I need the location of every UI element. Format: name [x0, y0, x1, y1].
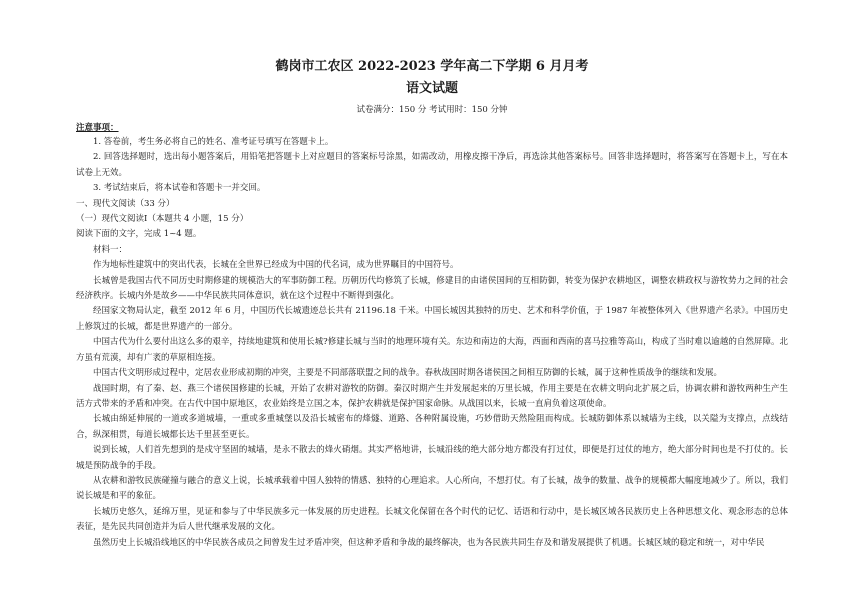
exam-title: 鹤岗市工农区 2022-2023 学年高二下学期 6 月月考: [275, 59, 589, 74]
notice-title: 注意事项：: [76, 123, 119, 133]
paragraph-1: 作为地标性建筑中的突出代表，长城在全世界已经成为中国的代名词，成为世界瞩目的中国符号。: [93, 260, 459, 271]
paragraph-8: 说到长城，人们首先想到的是戍守坚固的城墙，是永不散去的烽火硝烟。其实严格地讲，长城沿线的绝大部分地方都没有打过仗，即便是打过仗的地方，绝大部分时间也是不打仗的。长城是预防战争的手段。: [76, 445, 788, 471]
paragraph-11: 虽然历史上长城沿线地区的中华民族各成员之间曾发生过矛盾冲突，但这种矛盾和争战的最终解决，也为各民族共同生存及和谐发展提供了机遇。长城区域的稳定和统一，对中华民: [93, 537, 765, 548]
paragraph-7: 长城由绵延伸展的一道或多道城墙，一重或多重城堡以及沿长城密布的烽燧、道路、各种附属设施，巧妙借助天然险阻而构成。长城防御体系以城墙为主线，以关隘为支撑点，点线结合，纵深相贯，每道长城都长达千里甚至更长。: [76, 414, 788, 440]
notice-item-2: 2. 回答选择题时，选出每小题答案后，用铅笔把答题卡上对应题目的答案标号涂黑，如需改动，用橡皮擦干净后，再选涂其他答案标号。回答非选择题时，将答案写在答题卡上，写在本试卷上无效。: [76, 152, 788, 178]
exam-subtitle: 语文试题: [405, 81, 458, 96]
paragraph-10: 长城历史悠久，延绵万里，见证和参与了中华民族多元一体发展的历史进程。长城文化保留在各个时代的记忆、话语和行动中，是长城区域各民族历史上各种思想文化、观念形态的总体表征，是先民共同创造并为后人世代继承发展的文化。: [76, 506, 788, 533]
paragraph-5: 中国古代文明形成过程中，定居农业形成初期的冲突，主要是不同部落联盟之间的战争。春秋战国时期各诸侯国之间相互防御的长城，属于这种性质战争的继续和发展。: [93, 368, 723, 379]
section-sub-heading: （一）现代文阅读Ⅰ（本题共 4 小题，15 分）: [76, 214, 249, 225]
paragraph-2: 长城曾是我国古代不同历史时期修建的规模浩大的军事防御工程。历朝历代均修筑了长城，修建目的由诸侯国间的互相防御，转变为保护农耕地区，调整农耕政权与游牧势力之间的社会经济秩序。长城内外是故乡——中华民族共同体意识，就在这个过程中不断得到强化。: [76, 275, 788, 302]
exam-meta: 试卷满分：150 分 考试用时：150 分钟: [356, 105, 508, 115]
section-heading: 一、现代文阅读（33 分）: [76, 198, 175, 209]
paragraph-9: 从农耕和游牧民族碰撞与融合的意义上说，长城承载着中国人独特的情感、独特的心理追求。人心所向，不想打仗。有了长城，战争的数量、战争的规模都大幅度地减少了。所以，我们说长城是和平的象征。: [76, 475, 788, 502]
paragraph-6: 战国时期，有了秦、赵、燕三个诸侯国修建的长城，开始了农耕对游牧的防御。秦汉时期产生并发展起来的万里长城，作用主要是在农耕文明向北扩展之后，协调农耕和游牧两种生产生活方式带来的矛盾和冲突。在古代中国中原地区，农业始终是立国之本，保护农耕就是保护国家命脉。从战国以来，长城一直肩负着这项使命。: [76, 383, 788, 409]
paragraph-3: 经国家文物局认定，截至 2012 年 6 月，中国历代长城遗迹总长共有 21196.18 千米。中国长城因其独特的历史、艺术和科学价值，于 1987 年被整体列入《世界遗产名录》。中国历史上修筑过的长城，都是世界遗产的一部分。: [76, 306, 788, 332]
paragraph-4: 中国古代为什么要付出这么多的艰辛，持续地建筑和使用长城?修建长城与当时的地理环境有关。东边和南边的大海，西面和西南的喜马拉雅等高山，构成了当时难以逾越的自然屏障。北方虽有荒漠，却有广袤的草原相连接。: [76, 337, 788, 363]
reading-instruction: 阅读下面的文字，完成 1~4 题。: [76, 229, 202, 240]
material-label: 材料一：: [93, 244, 128, 255]
notice-item-1: 1. 答卷前，考生务必将自己的姓名、准考证号填写在答题卡上。: [93, 137, 334, 147]
notice-item-3: 3. 考试结束后，将本试卷和答题卡一并交回。: [93, 183, 266, 194]
